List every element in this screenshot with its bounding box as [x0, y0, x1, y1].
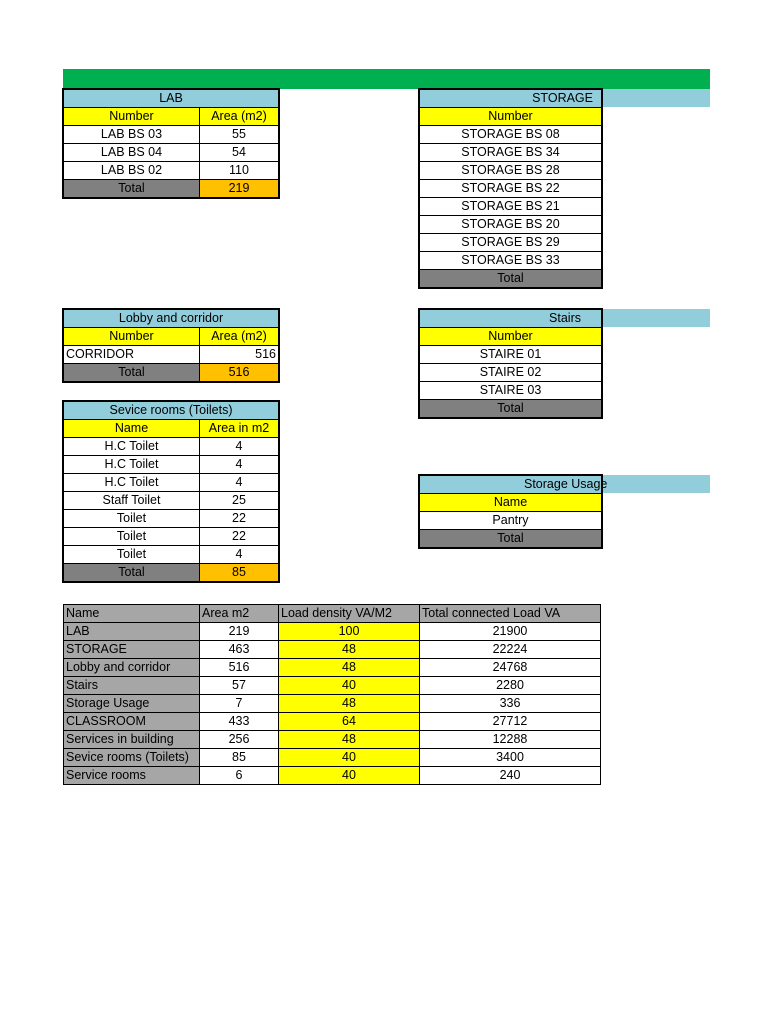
- cell-name: Lobby and corridor: [64, 659, 200, 677]
- cell-load: 21900: [420, 623, 601, 641]
- cell-name: STORAGE BS 22: [420, 180, 602, 198]
- cell-name: H.C Toilet: [64, 438, 200, 456]
- table-row: [64, 713, 601, 731]
- table-row: [420, 180, 602, 198]
- table-row: [64, 695, 601, 713]
- cell-area: 7: [200, 695, 279, 713]
- cell-area: 54: [200, 144, 279, 162]
- table-row: [420, 364, 602, 382]
- cell-load: 336: [420, 695, 601, 713]
- table-row: [64, 438, 279, 456]
- cell-area: 256: [200, 731, 279, 749]
- cell-area: 57: [200, 677, 279, 695]
- storage-usage-total-label: Total: [420, 530, 602, 548]
- toilets-total-label: Total: [64, 564, 200, 582]
- table-row: [420, 216, 602, 234]
- summary-header-row: [64, 605, 601, 623]
- cell-area: 219: [200, 623, 279, 641]
- stairs-title: Stairs: [420, 310, 602, 328]
- storage-col-number: Number: [420, 108, 602, 126]
- cell-load: 24768: [420, 659, 601, 677]
- lobby-col-area: Area (m2): [200, 328, 279, 346]
- table-row: [64, 162, 279, 180]
- cell-area: 516: [200, 659, 279, 677]
- table-row: [64, 641, 601, 659]
- cell-name: Stairs: [64, 677, 200, 695]
- cell-load: 2280: [420, 677, 601, 695]
- stairs-col-number: Number: [420, 328, 602, 346]
- lobby-total-label: Total: [64, 364, 200, 382]
- cell-area: 110: [200, 162, 279, 180]
- storage-total-label: Total: [420, 270, 602, 288]
- cell-area: 55: [200, 126, 279, 144]
- lobby-total-value: 516: [200, 364, 279, 382]
- lobby-col-number: Number: [64, 328, 200, 346]
- cell-density: 48: [279, 659, 420, 677]
- cell-name: LAB: [64, 623, 200, 641]
- table-row: [420, 252, 602, 270]
- cell-area: 4: [200, 474, 279, 492]
- cell-name: Services in building: [64, 731, 200, 749]
- table-row: [420, 382, 602, 400]
- lab-col-number: Number: [64, 108, 200, 126]
- stairs-total-label: Total: [420, 400, 602, 418]
- cell-name: Sevice rooms (Toilets): [64, 749, 200, 767]
- cell-name: STORAGE BS 28: [420, 162, 602, 180]
- table-row: [420, 162, 602, 180]
- cell-load: 22224: [420, 641, 601, 659]
- cell-area: 433: [200, 713, 279, 731]
- cell-name: STAIRE 03: [420, 382, 602, 400]
- table-row: [64, 659, 601, 677]
- table-row: [64, 346, 279, 364]
- cell-name: STORAGE BS 08: [420, 126, 602, 144]
- cell-density: 40: [279, 677, 420, 695]
- table-row: [64, 731, 601, 749]
- stairs-table: [419, 309, 602, 418]
- cell-name: Staff Toilet: [64, 492, 200, 510]
- table-row: [64, 126, 279, 144]
- storage-usage-title-text: Storage Usage: [524, 477, 608, 491]
- table-row: [64, 677, 601, 695]
- table-row: [64, 474, 279, 492]
- toilets-col-name: Name: [64, 420, 200, 438]
- lobby-table: [63, 309, 279, 382]
- cell-name: STORAGE BS 20: [420, 216, 602, 234]
- cell-density: 100: [279, 623, 420, 641]
- cell-name: Service rooms: [64, 767, 200, 785]
- cell-name: H.C Toilet: [64, 456, 200, 474]
- table-row: [420, 346, 602, 364]
- cell-density: 48: [279, 641, 420, 659]
- toilets-col-area: Area in m2: [200, 420, 279, 438]
- storage-usage-header-extension: [600, 475, 710, 493]
- table-row: [420, 512, 602, 530]
- cell-name: STAIRE 01: [420, 346, 602, 364]
- cell-load: 3400: [420, 749, 601, 767]
- table-row: [64, 528, 279, 546]
- table-row: [64, 492, 279, 510]
- table-row: [420, 234, 602, 252]
- cell-name: STORAGE BS 21: [420, 198, 602, 216]
- cell-name: LAB BS 02: [64, 162, 200, 180]
- cell-name: STAIRE 02: [420, 364, 602, 382]
- cell-density: 48: [279, 731, 420, 749]
- toilets-total-value: 85: [200, 564, 279, 582]
- lobby-title: Lobby and corridor: [64, 310, 279, 328]
- table-row: [64, 749, 601, 767]
- table-row: [64, 546, 279, 564]
- lab-col-area: Area (m2): [200, 108, 279, 126]
- storage-usage-table: [419, 475, 608, 548]
- cell-density: 40: [279, 749, 420, 767]
- table-row: [64, 767, 601, 785]
- table-row: [420, 144, 602, 162]
- cell-density: 40: [279, 767, 420, 785]
- lab-table: [63, 89, 279, 198]
- storage-usage-title: [420, 476, 608, 494]
- stairs-header-extension: [600, 309, 710, 327]
- cell-load: 240: [420, 767, 601, 785]
- cell-name: LAB BS 04: [64, 144, 200, 162]
- cell-name: STORAGE BS 34: [420, 144, 602, 162]
- summary-col-area: Area m2: [200, 605, 279, 623]
- cell-area: 4: [200, 438, 279, 456]
- cell-area: 6: [200, 767, 279, 785]
- cell-name: STORAGE BS 29: [420, 234, 602, 252]
- table-row: [64, 456, 279, 474]
- table-row: [420, 126, 602, 144]
- table-row: [64, 510, 279, 528]
- cell-name: Pantry: [420, 512, 602, 530]
- cell-name: Toilet: [64, 510, 200, 528]
- cell-name: Storage Usage: [64, 695, 200, 713]
- cell-name: LAB BS 03: [64, 126, 200, 144]
- cell-area: 4: [200, 456, 279, 474]
- cell-name: H.C Toilet: [64, 474, 200, 492]
- sheet-banner: [63, 69, 710, 89]
- table-row: [64, 623, 601, 641]
- storage-table: [419, 89, 602, 288]
- cell-density: 64: [279, 713, 420, 731]
- cell-area: 85: [200, 749, 279, 767]
- lab-total-value: 219: [200, 180, 279, 198]
- cell-area: 25: [200, 492, 279, 510]
- cell-name: Toilet: [64, 546, 200, 564]
- summary-table: [63, 604, 601, 785]
- summary-col-density: Load density VA/M2: [279, 605, 420, 623]
- cell-name: Toilet: [64, 528, 200, 546]
- cell-area: 4: [200, 546, 279, 564]
- summary-col-load: Total connected Load VA: [420, 605, 601, 623]
- storage-usage-col-name: Name: [420, 494, 602, 512]
- table-row: [64, 144, 279, 162]
- cell-area: 22: [200, 528, 279, 546]
- lab-title: LAB: [64, 90, 279, 108]
- summary-col-name: Name: [64, 605, 200, 623]
- cell-load: 27712: [420, 713, 601, 731]
- cell-load: 12288: [420, 731, 601, 749]
- toilets-table: [63, 401, 279, 582]
- toilets-title: Sevice rooms (Toilets): [64, 402, 279, 420]
- lab-total-label: Total: [64, 180, 200, 198]
- table-row: [420, 198, 602, 216]
- storage-header-extension: [600, 89, 710, 107]
- cell-name: CORRIDOR: [64, 346, 200, 364]
- cell-area: 516: [200, 346, 279, 364]
- cell-name: STORAGE: [64, 641, 200, 659]
- cell-area: 22: [200, 510, 279, 528]
- cell-area: 463: [200, 641, 279, 659]
- storage-title: STORAGE: [420, 90, 602, 108]
- cell-name: STORAGE BS 33: [420, 252, 602, 270]
- cell-name: CLASSROOM: [64, 713, 200, 731]
- cell-density: 48: [279, 695, 420, 713]
